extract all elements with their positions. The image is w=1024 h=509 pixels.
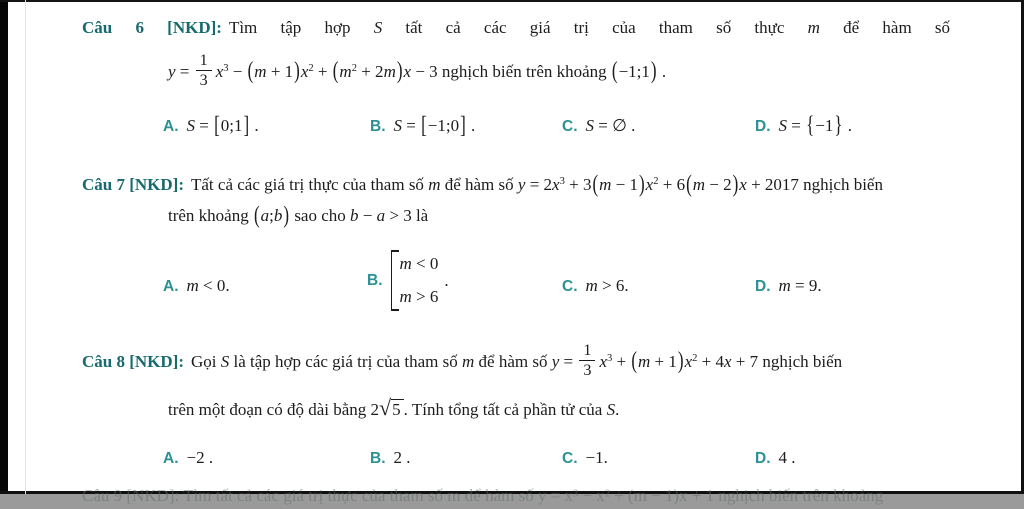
question-6-statement: [82, 14, 950, 41]
option-value: S = [−1;0] .: [393, 111, 476, 139]
question-7-statement: [82, 168, 883, 198]
question-8-label: Câu 8 [NKD]:: [82, 351, 184, 371]
option-value: m = 9.: [778, 276, 822, 295]
option-letter: A.: [163, 118, 179, 135]
question-8-option-b: [370, 444, 411, 473]
question-6-option-a: [163, 112, 259, 141]
option-value: −1.: [585, 448, 608, 467]
question-8-statement-text: Gọi S là tập hợp các giá trị của tham số m để hàm số y = $\frac{1}{3}$ $x^3 + (m + 1)x^2 + 4x + 7$ nghịch biến: [191, 341, 843, 380]
question-7-option-b: [367, 250, 449, 311]
option-letter: B.: [370, 450, 386, 467]
top-edge-line: [0, 0, 1024, 2]
question-7-option-a: [163, 272, 230, 301]
question-7-option-d: [755, 272, 822, 301]
option-letter: C.: [562, 118, 578, 135]
question-6-formula: y = $\frac{1}{3}$ $x^3 - (m + 1)x^2 + (m^2 + 2m)x - 3$ nghịch biến trên khoảng (−1;1) .: [168, 51, 667, 90]
option-letter: B.: [370, 118, 386, 135]
option-value: S = [0;1] .: [186, 111, 259, 139]
question-6-label: Câu 6 [NKD]:: [82, 18, 222, 37]
question-7-option-c: [562, 272, 629, 301]
option-letter: C.: [562, 450, 578, 467]
question-6-option-d: [755, 112, 852, 141]
option-letter: D.: [755, 450, 771, 467]
option-value: S = {−1} .: [778, 111, 853, 139]
option-value: m > 6.: [585, 276, 629, 295]
case-row-1: m < 0: [399, 254, 439, 273]
question-6-statement-text: Tìm tập hợp S tất cả các giá trị của tham số thực m để hàm số: [228, 18, 951, 37]
left-edge-bar: [0, 0, 8, 494]
option-letter: D.: [755, 278, 771, 295]
option-letter: A.: [163, 278, 179, 295]
question-6-option-b: [370, 112, 475, 141]
question-7-statement-line2: trên khoảng (a;b) sao cho b − a > 3 là: [168, 201, 429, 229]
option-letter: A.: [163, 450, 179, 467]
option-letter: C.: [562, 278, 578, 295]
option-suffix: .: [444, 270, 449, 290]
case-row-2: m > 6: [399, 287, 439, 306]
question-6-option-c: [562, 112, 635, 141]
option-value: −2 .: [186, 448, 214, 467]
option-value: m < 0.: [186, 276, 230, 295]
margin-guide-line: [25, 0, 26, 494]
cases-bracket: [391, 250, 441, 311]
question-8-option-d: [755, 444, 796, 473]
option-value: S = ∅ .: [585, 116, 636, 135]
option-value: 2 .: [393, 448, 411, 467]
question-8-option-c: [562, 444, 608, 473]
question-8-statement-line2: trên một đoạn có độ dài bằng 2√5 . Tính tổng tất cả phần tử của S.: [168, 395, 620, 420]
option-value: 4 .: [778, 448, 796, 467]
question-7-label: Câu 7 [NKD]:: [82, 174, 184, 194]
question-7-statement-text: Tất cả các giá trị thực của tham số m để hàm số $y = 2x^3 + 3(m - 1)x^2 + 6(m - 2)x + 2017$ nghịch biến: [191, 170, 883, 198]
option-letter: D.: [755, 118, 771, 135]
question-8-statement: [82, 332, 842, 389]
cutoff-next-question-line: Câu 9 [NKD]: Tìm tất cả các giá trị thực của tham số m để hàm số y = x³ − x² + (m − 1)x + 1 nghịch biến trên khoảng: [82, 486, 884, 505]
option-letter: B.: [367, 271, 383, 289]
question-8-option-a: [163, 444, 213, 473]
